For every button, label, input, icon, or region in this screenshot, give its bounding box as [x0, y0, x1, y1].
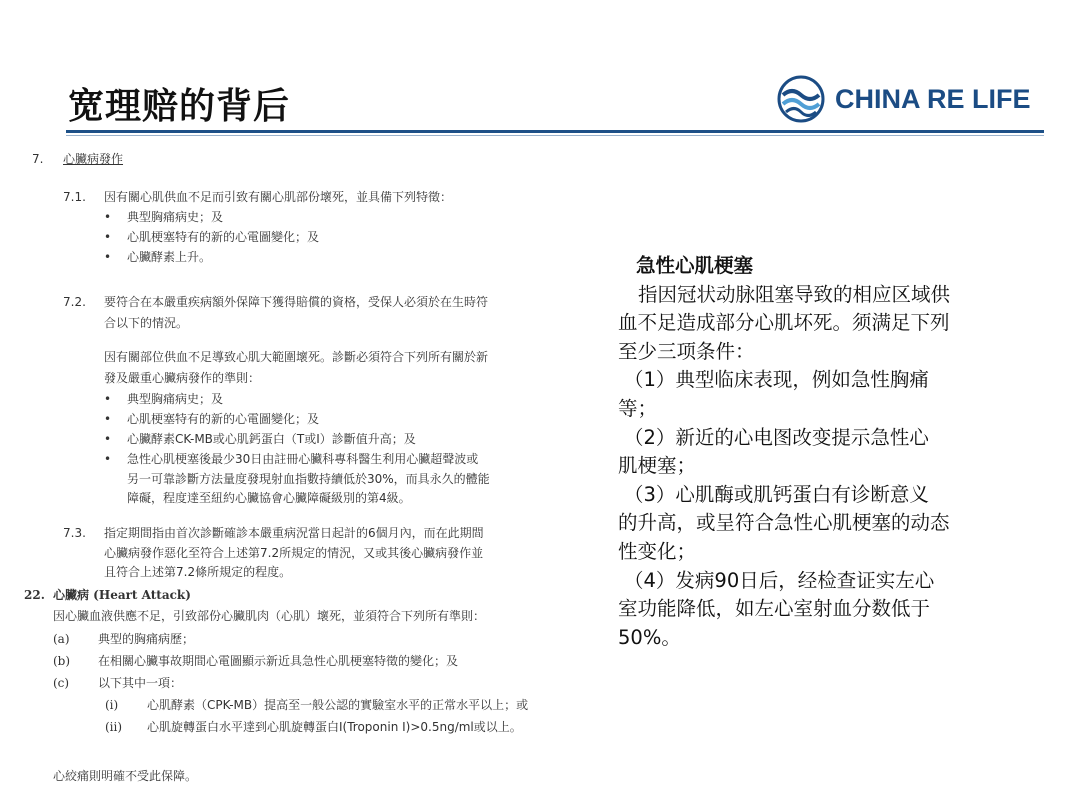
clause-text: 發及嚴重心臟病發作的準則： [104, 371, 261, 385]
list-item: 障礙，程度達至紐約心臟協會心臟障礙級別的第4級。 [127, 491, 411, 505]
definition-heading: 急性心肌梗塞 [636, 254, 754, 277]
definition-line: （3）心肌酶或肌钙蛋白有诊断意义 [624, 482, 929, 506]
list-item: 心肌梗塞特有的新的心電圖變化；及 [127, 230, 320, 244]
definition-line: 肌梗塞； [618, 454, 697, 478]
list-item: 心肌梗塞特有的新的心電圖變化；及 [127, 412, 320, 426]
definition-line: 50%。 [618, 625, 681, 649]
title-divider-thin [66, 135, 1044, 136]
company-logo [777, 72, 1031, 126]
clause-text: 因有關心肌供血不足而引致有關心肌部份壞死，並具備下列特徵： [104, 190, 453, 204]
clause-text: 心臟病發作惡化至符合上述第7.2所規定的情況，又或其後心臟病發作並 [104, 546, 484, 560]
footnote: 心絞痛則明確不受此保障。 [53, 769, 198, 783]
bullet-icon: • [104, 392, 112, 406]
bullet-icon: • [104, 210, 112, 224]
definition-line: 指因冠状动脉阻塞导致的相应区域供 [638, 282, 951, 306]
list-item: 另一可靠診斷方法量度發現射血指數持續低於30%，而具永久的體能 [127, 472, 490, 486]
list-item: 心臟酵素上升。 [127, 250, 212, 264]
bullet-icon: • [104, 452, 112, 466]
clause-text: 要符合在本嚴重疾病額外保障下獲得賠償的資格，受保人必須於在生時符 [104, 295, 489, 309]
item-label: (c) [53, 676, 70, 690]
bullet-icon: • [104, 412, 112, 426]
item-label: (ii) [105, 720, 123, 734]
list-item: 以下其中一項： [98, 676, 183, 690]
definition-line: 至少三项条件： [618, 339, 755, 363]
slide-title: 宽理赔的背后 [68, 86, 291, 127]
definition-line: 室功能降低，如左心室射血分数低于 [618, 597, 931, 621]
clause-text: 合以下的情況。 [104, 316, 189, 330]
section-title: 心臟病 (Heart Attack) [53, 588, 191, 602]
section-number: 7. [32, 152, 44, 166]
section-title: 心臟病發作 [63, 152, 124, 166]
bullet-icon: • [104, 230, 112, 244]
definition-line: （4）发病90日后，经检查证实左心 [624, 568, 935, 592]
title-divider [66, 130, 1044, 133]
definition-line: 血不足造成部分心肌坏死。须满足下列 [618, 311, 950, 335]
clause-text: 指定期間指由首次診斷確診本嚴重病況當日起計的6個月內，而在此期間 [104, 526, 484, 540]
definition-line: （1）典型临床表现，例如急性胸痛 [624, 368, 929, 392]
china-re-logo-icon [777, 75, 825, 123]
list-item: 急性心肌梗塞後最少30日由註冊心臟科專科醫生利用心臟超聲波或 [127, 452, 479, 466]
list-item: 典型胸痛病史；及 [127, 392, 224, 406]
clause-text: 因有關部位供血不足導致心肌大範圍壞死。診斷必須符合下列所有關於新 [104, 350, 489, 364]
policy-excerpt [22, 144, 602, 804]
list-item: 在相關心臟事故期間心電圖顯示新近具急性心肌梗塞特徵的變化；及 [98, 654, 459, 668]
bullet-icon: • [104, 432, 112, 446]
clause-number: 7.1. [63, 190, 86, 204]
item-label: (b) [53, 654, 71, 668]
item-label: (i) [105, 698, 119, 712]
list-item: 心肌酵素（CPK-MB）提高至一般公認的實驗室水平的正常水平以上；或 [147, 698, 529, 712]
definition-line: 的升高，或呈符合急性心肌梗塞的动态 [618, 511, 950, 535]
definition-line: （2）新近的心电图改变提示急性心 [624, 425, 929, 449]
list-item: 典型的胸痛病歷； [98, 632, 195, 646]
section-number: 22. [24, 588, 45, 602]
list-item: 心肌旋轉蛋白水平達到心肌旋轉蛋白I(Troponin I)>0.5ng/ml或以上。 [147, 720, 522, 734]
definition-line: 等； [618, 396, 658, 420]
list-item: 心臟酵素CK-MB或心肌鈣蛋白（T或I）診斷值升高；及 [127, 432, 416, 446]
bullet-icon: • [104, 250, 112, 264]
item-label: (a) [53, 632, 70, 646]
clause-number: 7.3. [63, 526, 86, 540]
clause-text: 因心臟血液供應不足，引致部份心臟肌肉（心肌）壞死，並須符合下列所有準則： [53, 609, 486, 623]
logo-text: CHINA RE LIFE [835, 83, 1031, 114]
clause-number: 7.2. [63, 295, 86, 309]
definition-line: 性变化； [618, 539, 697, 563]
definition-panel [618, 252, 1038, 652]
list-item: 典型胸痛病史；及 [127, 210, 224, 224]
clause-text: 且符合上述第7.2條所規定的程度。 [104, 565, 292, 579]
